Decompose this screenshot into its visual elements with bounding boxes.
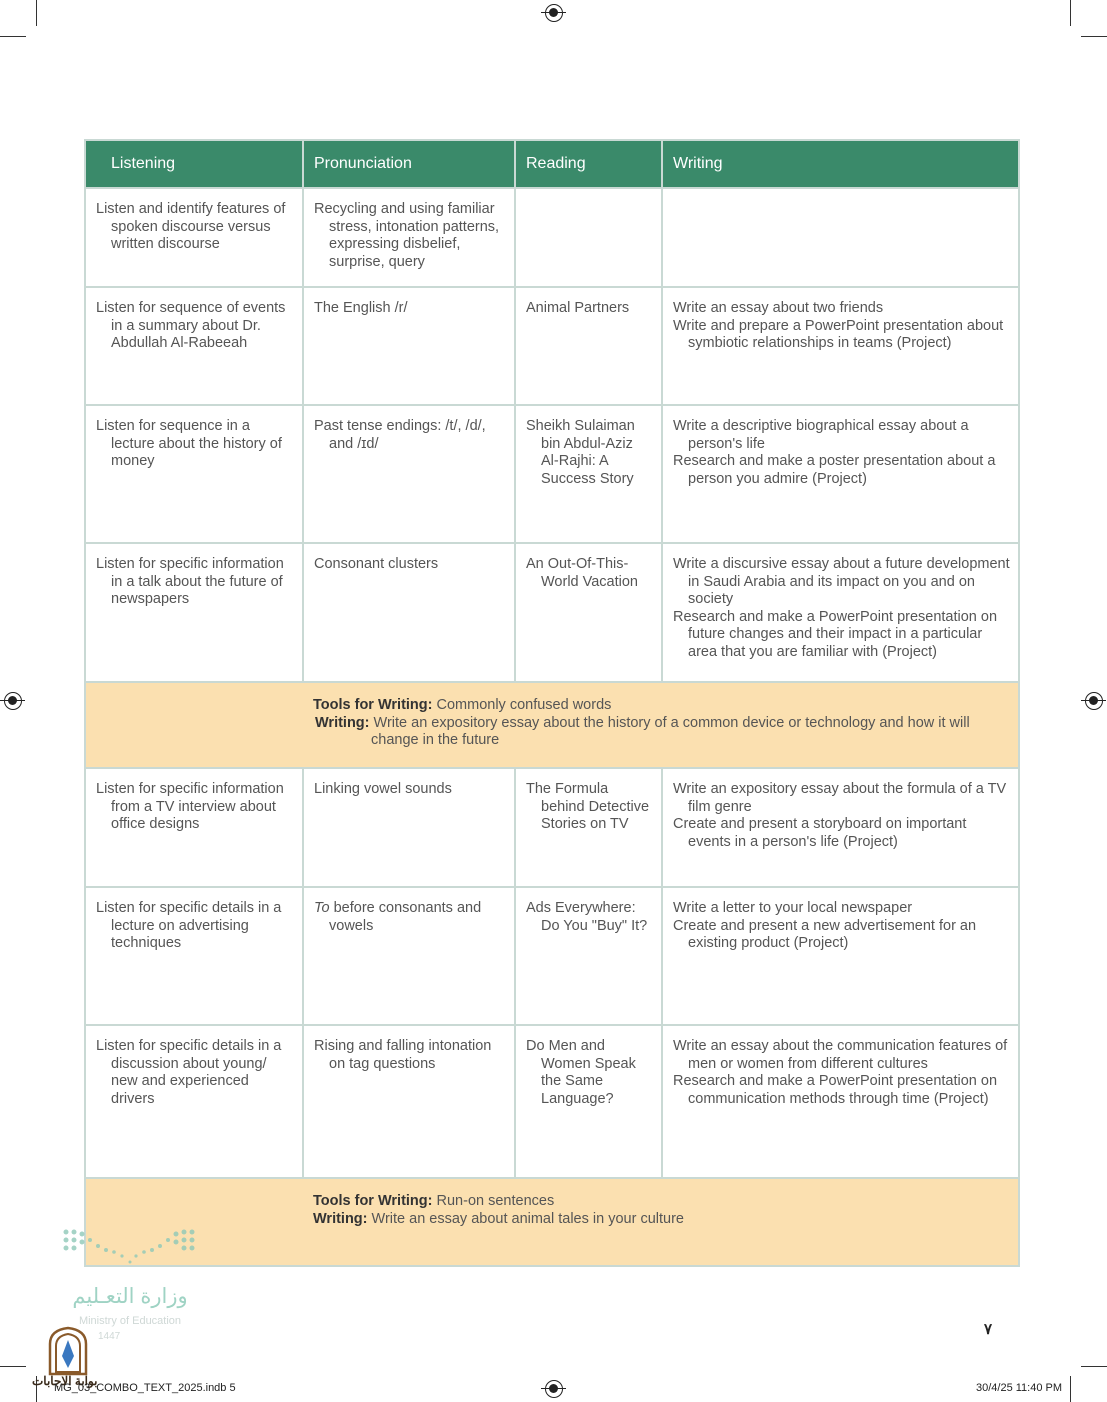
- pronunciation-cell: Recycling and using familiar stress, intonation patterns, expressing disbelief, surprise, query: [314, 201, 500, 270]
- pronunciation-cell: Consonant clusters: [314, 556, 439, 572]
- print-date: 30/4/25 11:40 PM: [976, 1382, 1063, 1394]
- writing-text: Write an expository essay about the history of a common device or technology and how it will change in the future: [371, 714, 970, 748]
- pronunciation-cell: [314, 900, 506, 935]
- writing-task: Create and present a new advertisement for an existing product (Project): [673, 917, 977, 951]
- registration-mark-icon: [4, 692, 22, 710]
- table-row: [85, 188, 1019, 287]
- ministry-logo-icon: [60, 1226, 200, 1274]
- listening-cell: Listen for sequence of events in a summary about Dr. Abdullah Al-Rabeeah: [96, 300, 286, 351]
- pronunciation-em: To: [314, 900, 330, 916]
- writing-task: Research and make a PowerPoint presentation on future changes and their impact in a particular area that you are familiar with (Project): [673, 608, 998, 660]
- reading-cell: An Out-Of-This-World Vacation: [526, 556, 638, 590]
- header-listening: Listening: [85, 140, 303, 188]
- crop-mark: [0, 1366, 26, 1367]
- table-row: [85, 1025, 1019, 1178]
- table-header-row: [85, 140, 1019, 188]
- tools-for-writing-band: [85, 682, 1019, 768]
- header-writing: Writing: [662, 140, 1019, 188]
- writing-task: Research and make a PowerPoint presentation on communication methods through time (Project): [673, 1073, 998, 1107]
- pronunciation-cell: Rising and falling intonation on tag questions: [314, 1038, 492, 1072]
- writing-task: Write a descriptive biographical essay about a person's life: [673, 418, 969, 452]
- writing-label: Writing:: [313, 1210, 368, 1227]
- table-row: [85, 405, 1019, 543]
- writing-task: Write and prepare a PowerPoint presentation about symbiotic relationships in teams (Project): [673, 317, 1004, 351]
- reading-cell: Animal Partners: [526, 300, 630, 316]
- reading-cell: Sheikh Sulaiman bin Abdul-Aziz Al-Rajhi: A Success Story: [526, 418, 635, 487]
- registration-mark-icon: [1085, 692, 1103, 710]
- pronunciation-cell: Linking vowel sounds: [314, 781, 452, 797]
- header-reading: Reading: [515, 140, 662, 188]
- ministry-logo-english: Ministry of Education: [78, 1315, 182, 1327]
- tools-label: Tools for Writing:: [313, 1193, 433, 1209]
- listening-cell: Listen for sequence in a lecture about the history of money: [96, 418, 282, 469]
- ministry-logo-year: 1447: [98, 1331, 121, 1342]
- reading-cell: The Formula behind Detective Stories on TV: [526, 781, 650, 832]
- writing-task: Write an expository essay about the formula of a TV film genre: [673, 781, 1007, 815]
- crop-mark: [1081, 1366, 1107, 1367]
- table-row: [85, 768, 1019, 887]
- tools-label: Tools for Writing:: [313, 697, 433, 713]
- table-row: [85, 287, 1019, 405]
- reading-cell: Do Men and Women Speak the Same Language?: [526, 1038, 636, 1107]
- listening-cell: Listen for specific information in a talk about the future of newspapers: [96, 556, 284, 607]
- table-row: [85, 543, 1019, 682]
- writing-task: Research and make a poster presentation about a person you admire (Project): [673, 453, 996, 487]
- page-number: ٧: [984, 1321, 993, 1338]
- portal-stamp-text: بوابة الاجابات: [32, 1374, 98, 1388]
- pronunciation-cell: The English /r/: [314, 300, 408, 316]
- crop-mark: [1070, 0, 1071, 26]
- curriculum-table: [84, 139, 1020, 1267]
- file-name: MG_03_COMBO_TEXT_2025.indb 5: [54, 1382, 236, 1394]
- writing-label: Writing:: [315, 714, 370, 731]
- tools-for-writing-band: [85, 1178, 1019, 1266]
- listening-cell: Listen and identify features of spoken discourse versus written discourse: [96, 201, 286, 252]
- writing-task: Write an essay about two friends: [673, 300, 884, 316]
- writing-task: Create and present a storyboard on important events in a person's life (Project): [673, 816, 967, 850]
- crop-mark: [0, 36, 26, 37]
- writing-task: Write an essay about the communication features of men or women from different cultures: [673, 1038, 1008, 1072]
- writing-task: Write a discursive essay about a future development in Saudi Arabia and its impact on you and on society: [673, 556, 1010, 607]
- reading-cell: Ads Everywhere: Do You "Buy" It?: [526, 900, 648, 934]
- header-pronunciation: Pronunciation: [303, 140, 515, 188]
- crop-mark: [36, 0, 37, 26]
- registration-mark-icon: [545, 1380, 563, 1398]
- listening-cell: Listen for specific information from a TV interview about office designs: [96, 781, 284, 832]
- crop-mark: [1070, 1376, 1071, 1402]
- ministry-logo-arabic: وزارة التعـليم: [72, 1285, 188, 1308]
- writing-task: Write a letter to your local newspaper: [673, 900, 913, 916]
- listening-cell: Listen for specific details in a lecture on advertising techniques: [96, 900, 282, 951]
- portal-stamp-icon: [46, 1326, 90, 1376]
- crop-mark: [1081, 36, 1107, 37]
- pronunciation-cell: Past tense endings: /t/, /d/, and /ɪd/: [314, 418, 486, 452]
- registration-mark-icon: [545, 4, 563, 22]
- table-row: [85, 887, 1019, 1025]
- pronunciation-rest: before consonants and vowels: [329, 900, 482, 934]
- writing-cell: [662, 188, 1019, 287]
- writing-text: Write an essay about animal tales in your culture: [371, 1210, 684, 1227]
- listening-cell: Listen for specific details in a discussion about young/ new and experienced drivers: [96, 1038, 282, 1107]
- tools-text: Run-on sentences: [436, 1193, 555, 1209]
- tools-text: Commonly confused words: [436, 697, 612, 713]
